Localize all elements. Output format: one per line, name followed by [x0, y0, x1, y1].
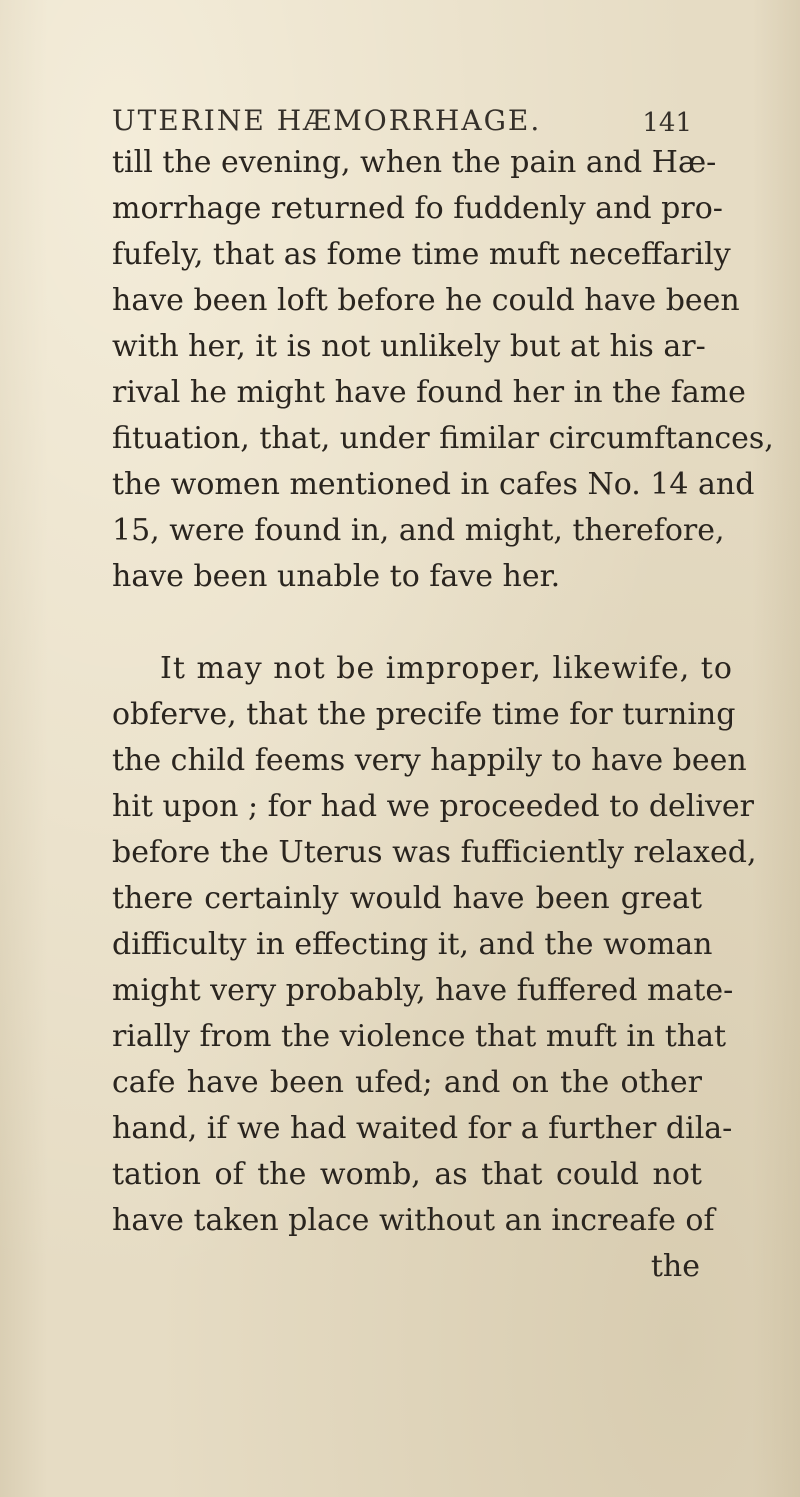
- text-line: hit upon ; for had we proceeded to deliver: [112, 789, 755, 824]
- catchword: the: [650, 1249, 700, 1284]
- text-line: hand, if we had waited for a further dila-: [112, 1111, 733, 1146]
- text-line: fituation, that, under fimilar circumftances,: [112, 421, 774, 456]
- text-line: the women mentioned in cafes No. 14 and: [112, 467, 755, 502]
- text-line: might very probably, have fuffered mate-: [112, 973, 734, 1008]
- text-line: the child feems very happily to have been: [112, 743, 747, 778]
- text-line: with her, it is not unlikely but at his ar-: [112, 329, 706, 364]
- running-header: [112, 104, 692, 144]
- text-line: It may not be improper, likewife, to: [160, 651, 733, 686]
- text-line: 15, were found in, and might, therefore,: [112, 513, 725, 548]
- text-line: have been unable to fave her.: [112, 559, 561, 594]
- text-line: have taken place without an increafe of: [112, 1203, 715, 1238]
- text-line: difficulty in effecting it, and the woman: [112, 927, 713, 962]
- header-title: UTERINE HÆMORRHAGE.: [112, 104, 542, 137]
- text-line: till the evening, when the pain and Hæ-: [112, 145, 717, 180]
- text-line: rially from the violence that muft in that: [112, 1019, 727, 1054]
- text-line: have been loft before he could have been: [112, 283, 740, 318]
- text-line: obferve, that the precife time for turning: [112, 697, 736, 732]
- page-number: 141: [642, 108, 692, 138]
- text-line: tation of the womb, as that could not: [112, 1157, 702, 1192]
- text-line: before the Uterus was fufficiently relaxed,: [112, 835, 757, 870]
- text-line: there certainly would have been great: [112, 881, 702, 916]
- text-line: morrhage returned fo fuddenly and pro-: [112, 191, 723, 226]
- text-line: rival he might have found her in the fame: [112, 375, 746, 410]
- text-line: fufely, that as fome time muft neceffarily: [112, 237, 731, 272]
- text-line: cafe have been ufed; and on the other: [112, 1065, 702, 1100]
